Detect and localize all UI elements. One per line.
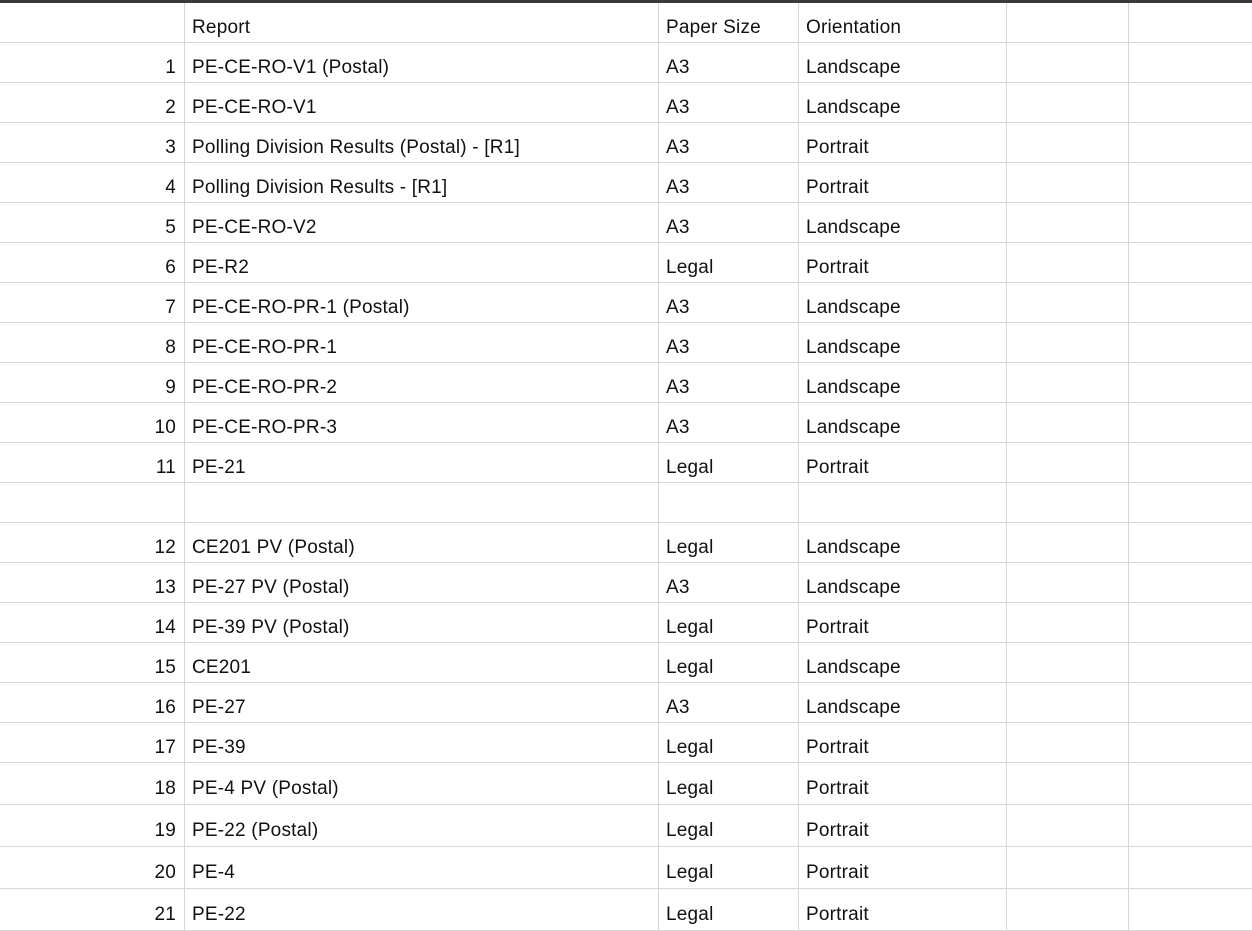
header-row bbox=[0, 3, 1252, 43]
cell-orientation[interactable]: Landscape bbox=[799, 403, 1007, 442]
cell-empty-e[interactable] bbox=[1007, 523, 1129, 562]
cell-empty-f[interactable] bbox=[1129, 805, 1252, 846]
cell-empty-f[interactable] bbox=[1129, 483, 1252, 522]
cell-report[interactable]: PE-27 PV (Postal) bbox=[185, 563, 659, 602]
header-cell-orientation[interactable]: Orientation bbox=[799, 3, 1007, 42]
cell-empty-e[interactable] bbox=[1007, 643, 1129, 682]
cell-report[interactable]: PE-CE-RO-V1 bbox=[185, 83, 659, 122]
cell-orientation[interactable]: Landscape bbox=[799, 563, 1007, 602]
cell-empty-e[interactable] bbox=[1007, 443, 1129, 482]
table-row bbox=[0, 563, 1252, 603]
cell-empty-e[interactable] bbox=[1007, 323, 1129, 362]
cell-report[interactable]: PE-39 PV (Postal) bbox=[185, 603, 659, 642]
cell-index[interactable]: 2 bbox=[0, 83, 185, 122]
cell-report[interactable]: PE-22 bbox=[185, 889, 659, 930]
cell-index[interactable]: 4 bbox=[0, 163, 185, 202]
cell-empty-f[interactable] bbox=[1129, 683, 1252, 722]
header-cell-paper-size[interactable]: Paper Size bbox=[659, 3, 799, 42]
table-row bbox=[0, 283, 1252, 323]
table-row bbox=[0, 603, 1252, 643]
cell-report[interactable]: PE-4 bbox=[185, 847, 659, 888]
header-cell-report[interactable]: Report bbox=[185, 3, 659, 42]
cell-report[interactable]: CE201 bbox=[185, 643, 659, 682]
table-row bbox=[0, 723, 1252, 763]
cell-empty-e[interactable] bbox=[1007, 43, 1129, 82]
cell-paper-size[interactable]: A3 bbox=[659, 203, 799, 242]
table-row bbox=[0, 43, 1252, 83]
cell-index[interactable]: 16 bbox=[0, 683, 185, 722]
cell-report[interactable] bbox=[185, 483, 659, 522]
table-row bbox=[0, 403, 1252, 443]
cell-empty-f[interactable] bbox=[1129, 163, 1252, 202]
cell-orientation[interactable]: Portrait bbox=[799, 603, 1007, 642]
table-body bbox=[0, 43, 1252, 931]
cell-paper-size[interactable]: Legal bbox=[659, 847, 799, 888]
cell-empty-e[interactable] bbox=[1007, 123, 1129, 162]
cell-index[interactable]: 17 bbox=[0, 723, 185, 762]
table-row bbox=[0, 523, 1252, 563]
cell-orientation[interactable]: Landscape bbox=[799, 283, 1007, 322]
cell-index[interactable]: 11 bbox=[0, 443, 185, 482]
table-row bbox=[0, 683, 1252, 723]
cell-report[interactable]: PE-CE-RO-PR-1 (Postal) bbox=[185, 283, 659, 322]
cell-empty-e[interactable] bbox=[1007, 603, 1129, 642]
cell-orientation[interactable]: Portrait bbox=[799, 243, 1007, 282]
cell-orientation[interactable]: Portrait bbox=[799, 889, 1007, 930]
table-row bbox=[0, 203, 1252, 243]
cell-empty-e[interactable] bbox=[1007, 83, 1129, 122]
cell-orientation[interactable]: Landscape bbox=[799, 523, 1007, 562]
header-cell-empty-f[interactable] bbox=[1129, 3, 1252, 42]
table-row bbox=[0, 363, 1252, 403]
cell-paper-size[interactable]: Legal bbox=[659, 443, 799, 482]
table-row bbox=[0, 763, 1252, 805]
cell-index[interactable]: 19 bbox=[0, 805, 185, 846]
cell-report[interactable]: Polling Division Results - [R1] bbox=[185, 163, 659, 202]
cell-empty-f[interactable] bbox=[1129, 889, 1252, 930]
cell-report[interactable]: PE-CE-RO-PR-3 bbox=[185, 403, 659, 442]
cell-paper-size[interactable]: Legal bbox=[659, 603, 799, 642]
cell-empty-e[interactable] bbox=[1007, 563, 1129, 602]
cell-paper-size[interactable]: A3 bbox=[659, 403, 799, 442]
cell-orientation[interactable]: Portrait bbox=[799, 163, 1007, 202]
cell-index[interactable]: 18 bbox=[0, 763, 185, 804]
cell-empty-e[interactable] bbox=[1007, 483, 1129, 522]
cell-index[interactable]: 7 bbox=[0, 283, 185, 322]
table-row bbox=[0, 243, 1252, 283]
table-row bbox=[0, 123, 1252, 163]
cell-paper-size[interactable]: Legal bbox=[659, 643, 799, 682]
cell-report[interactable]: PE-CE-RO-PR-1 bbox=[185, 323, 659, 362]
table-row bbox=[0, 443, 1252, 483]
cell-empty-f[interactable] bbox=[1129, 83, 1252, 122]
cell-index[interactable]: 10 bbox=[0, 403, 185, 442]
cell-index[interactable]: 5 bbox=[0, 203, 185, 242]
cell-orientation[interactable]: Landscape bbox=[799, 643, 1007, 682]
cell-paper-size[interactable]: Legal bbox=[659, 523, 799, 562]
cell-empty-e[interactable] bbox=[1007, 805, 1129, 846]
cell-orientation[interactable]: Portrait bbox=[799, 805, 1007, 846]
cell-paper-size[interactable]: A3 bbox=[659, 83, 799, 122]
cell-index[interactable]: 8 bbox=[0, 323, 185, 362]
cell-empty-e[interactable] bbox=[1007, 847, 1129, 888]
cell-paper-size[interactable]: A3 bbox=[659, 563, 799, 602]
cell-index[interactable]: 15 bbox=[0, 643, 185, 682]
cell-report[interactable]: PE-CE-RO-V2 bbox=[185, 203, 659, 242]
cell-empty-f[interactable] bbox=[1129, 363, 1252, 402]
table-row bbox=[0, 83, 1252, 123]
cell-report[interactable]: PE-4 PV (Postal) bbox=[185, 763, 659, 804]
cell-empty-f[interactable] bbox=[1129, 763, 1252, 804]
cell-orientation[interactable]: Landscape bbox=[799, 203, 1007, 242]
cell-empty-f[interactable] bbox=[1129, 723, 1252, 762]
cell-report[interactable]: Polling Division Results (Postal) - [R1] bbox=[185, 123, 659, 162]
cell-empty-e[interactable] bbox=[1007, 403, 1129, 442]
table-row bbox=[0, 805, 1252, 847]
cell-empty-f[interactable] bbox=[1129, 403, 1252, 442]
cell-orientation[interactable]: Portrait bbox=[799, 443, 1007, 482]
cell-empty-f[interactable] bbox=[1129, 563, 1252, 602]
cell-index[interactable]: 1 bbox=[0, 43, 185, 82]
table-row bbox=[0, 889, 1252, 931]
cell-empty-f[interactable] bbox=[1129, 203, 1252, 242]
cell-paper-size[interactable]: Legal bbox=[659, 723, 799, 762]
cell-empty-f[interactable] bbox=[1129, 43, 1252, 82]
header-cell-index[interactable] bbox=[0, 3, 185, 42]
cell-empty-f[interactable] bbox=[1129, 643, 1252, 682]
cell-orientation[interactable]: Landscape bbox=[799, 83, 1007, 122]
cell-empty-e[interactable] bbox=[1007, 283, 1129, 322]
cell-index[interactable]: 3 bbox=[0, 123, 185, 162]
cell-paper-size[interactable]: A3 bbox=[659, 683, 799, 722]
cell-empty-f[interactable] bbox=[1129, 443, 1252, 482]
cell-empty-e[interactable] bbox=[1007, 763, 1129, 804]
cell-paper-size[interactable]: A3 bbox=[659, 163, 799, 202]
cell-report[interactable]: PE-27 bbox=[185, 683, 659, 722]
cell-paper-size[interactable]: Legal bbox=[659, 243, 799, 282]
cell-empty-f[interactable] bbox=[1129, 283, 1252, 322]
cell-index[interactable]: 6 bbox=[0, 243, 185, 282]
cell-paper-size[interactable]: Legal bbox=[659, 889, 799, 930]
cell-empty-e[interactable] bbox=[1007, 683, 1129, 722]
cell-empty-f[interactable] bbox=[1129, 847, 1252, 888]
cell-empty-e[interactable] bbox=[1007, 363, 1129, 402]
table-row bbox=[0, 483, 1252, 523]
cell-paper-size[interactable]: A3 bbox=[659, 323, 799, 362]
cell-orientation[interactable]: Portrait bbox=[799, 723, 1007, 762]
cell-paper-size[interactable] bbox=[659, 483, 799, 522]
cell-paper-size[interactable]: A3 bbox=[659, 363, 799, 402]
cell-empty-e[interactable] bbox=[1007, 723, 1129, 762]
cell-index[interactable]: 9 bbox=[0, 363, 185, 402]
cell-orientation[interactable]: Landscape bbox=[799, 43, 1007, 82]
cell-empty-f[interactable] bbox=[1129, 603, 1252, 642]
cell-paper-size[interactable]: Legal bbox=[659, 805, 799, 846]
cell-report[interactable]: PE-39 bbox=[185, 723, 659, 762]
cell-empty-e[interactable] bbox=[1007, 163, 1129, 202]
cell-empty-f[interactable] bbox=[1129, 523, 1252, 562]
cell-empty-f[interactable] bbox=[1129, 123, 1252, 162]
table-row bbox=[0, 323, 1252, 363]
cell-empty-f[interactable] bbox=[1129, 323, 1252, 362]
cell-index[interactable]: 13 bbox=[0, 563, 185, 602]
cell-index[interactable] bbox=[0, 483, 185, 522]
cell-paper-size[interactable]: A3 bbox=[659, 123, 799, 162]
cell-report[interactable]: PE-R2 bbox=[185, 243, 659, 282]
cell-orientation[interactable]: Landscape bbox=[799, 683, 1007, 722]
cell-report[interactable]: CE201 PV (Postal) bbox=[185, 523, 659, 562]
cell-index[interactable]: 14 bbox=[0, 603, 185, 642]
table-row bbox=[0, 643, 1252, 683]
cell-orientation[interactable]: Portrait bbox=[799, 847, 1007, 888]
cell-empty-f[interactable] bbox=[1129, 243, 1252, 282]
cell-report[interactable]: PE-21 bbox=[185, 443, 659, 482]
cell-orientation[interactable]: Landscape bbox=[799, 363, 1007, 402]
cell-report[interactable]: PE-CE-RO-V1 (Postal) bbox=[185, 43, 659, 82]
cell-paper-size[interactable]: Legal bbox=[659, 763, 799, 804]
cell-report[interactable]: PE-CE-RO-PR-2 bbox=[185, 363, 659, 402]
cell-empty-e[interactable] bbox=[1007, 889, 1129, 930]
cell-orientation[interactable]: Portrait bbox=[799, 123, 1007, 162]
cell-index[interactable]: 21 bbox=[0, 889, 185, 930]
cell-report[interactable]: PE-22 (Postal) bbox=[185, 805, 659, 846]
cell-orientation[interactable]: Portrait bbox=[799, 763, 1007, 804]
spreadsheet-grid bbox=[0, 3, 1252, 931]
cell-orientation[interactable] bbox=[799, 483, 1007, 522]
table-row bbox=[0, 847, 1252, 889]
cell-empty-e[interactable] bbox=[1007, 243, 1129, 282]
header-cell-empty-e[interactable] bbox=[1007, 3, 1129, 42]
cell-paper-size[interactable]: A3 bbox=[659, 283, 799, 322]
table-row bbox=[0, 163, 1252, 203]
cell-index[interactable]: 12 bbox=[0, 523, 185, 562]
cell-orientation[interactable]: Landscape bbox=[799, 323, 1007, 362]
cell-empty-e[interactable] bbox=[1007, 203, 1129, 242]
cell-index[interactable]: 20 bbox=[0, 847, 185, 888]
cell-paper-size[interactable]: A3 bbox=[659, 43, 799, 82]
